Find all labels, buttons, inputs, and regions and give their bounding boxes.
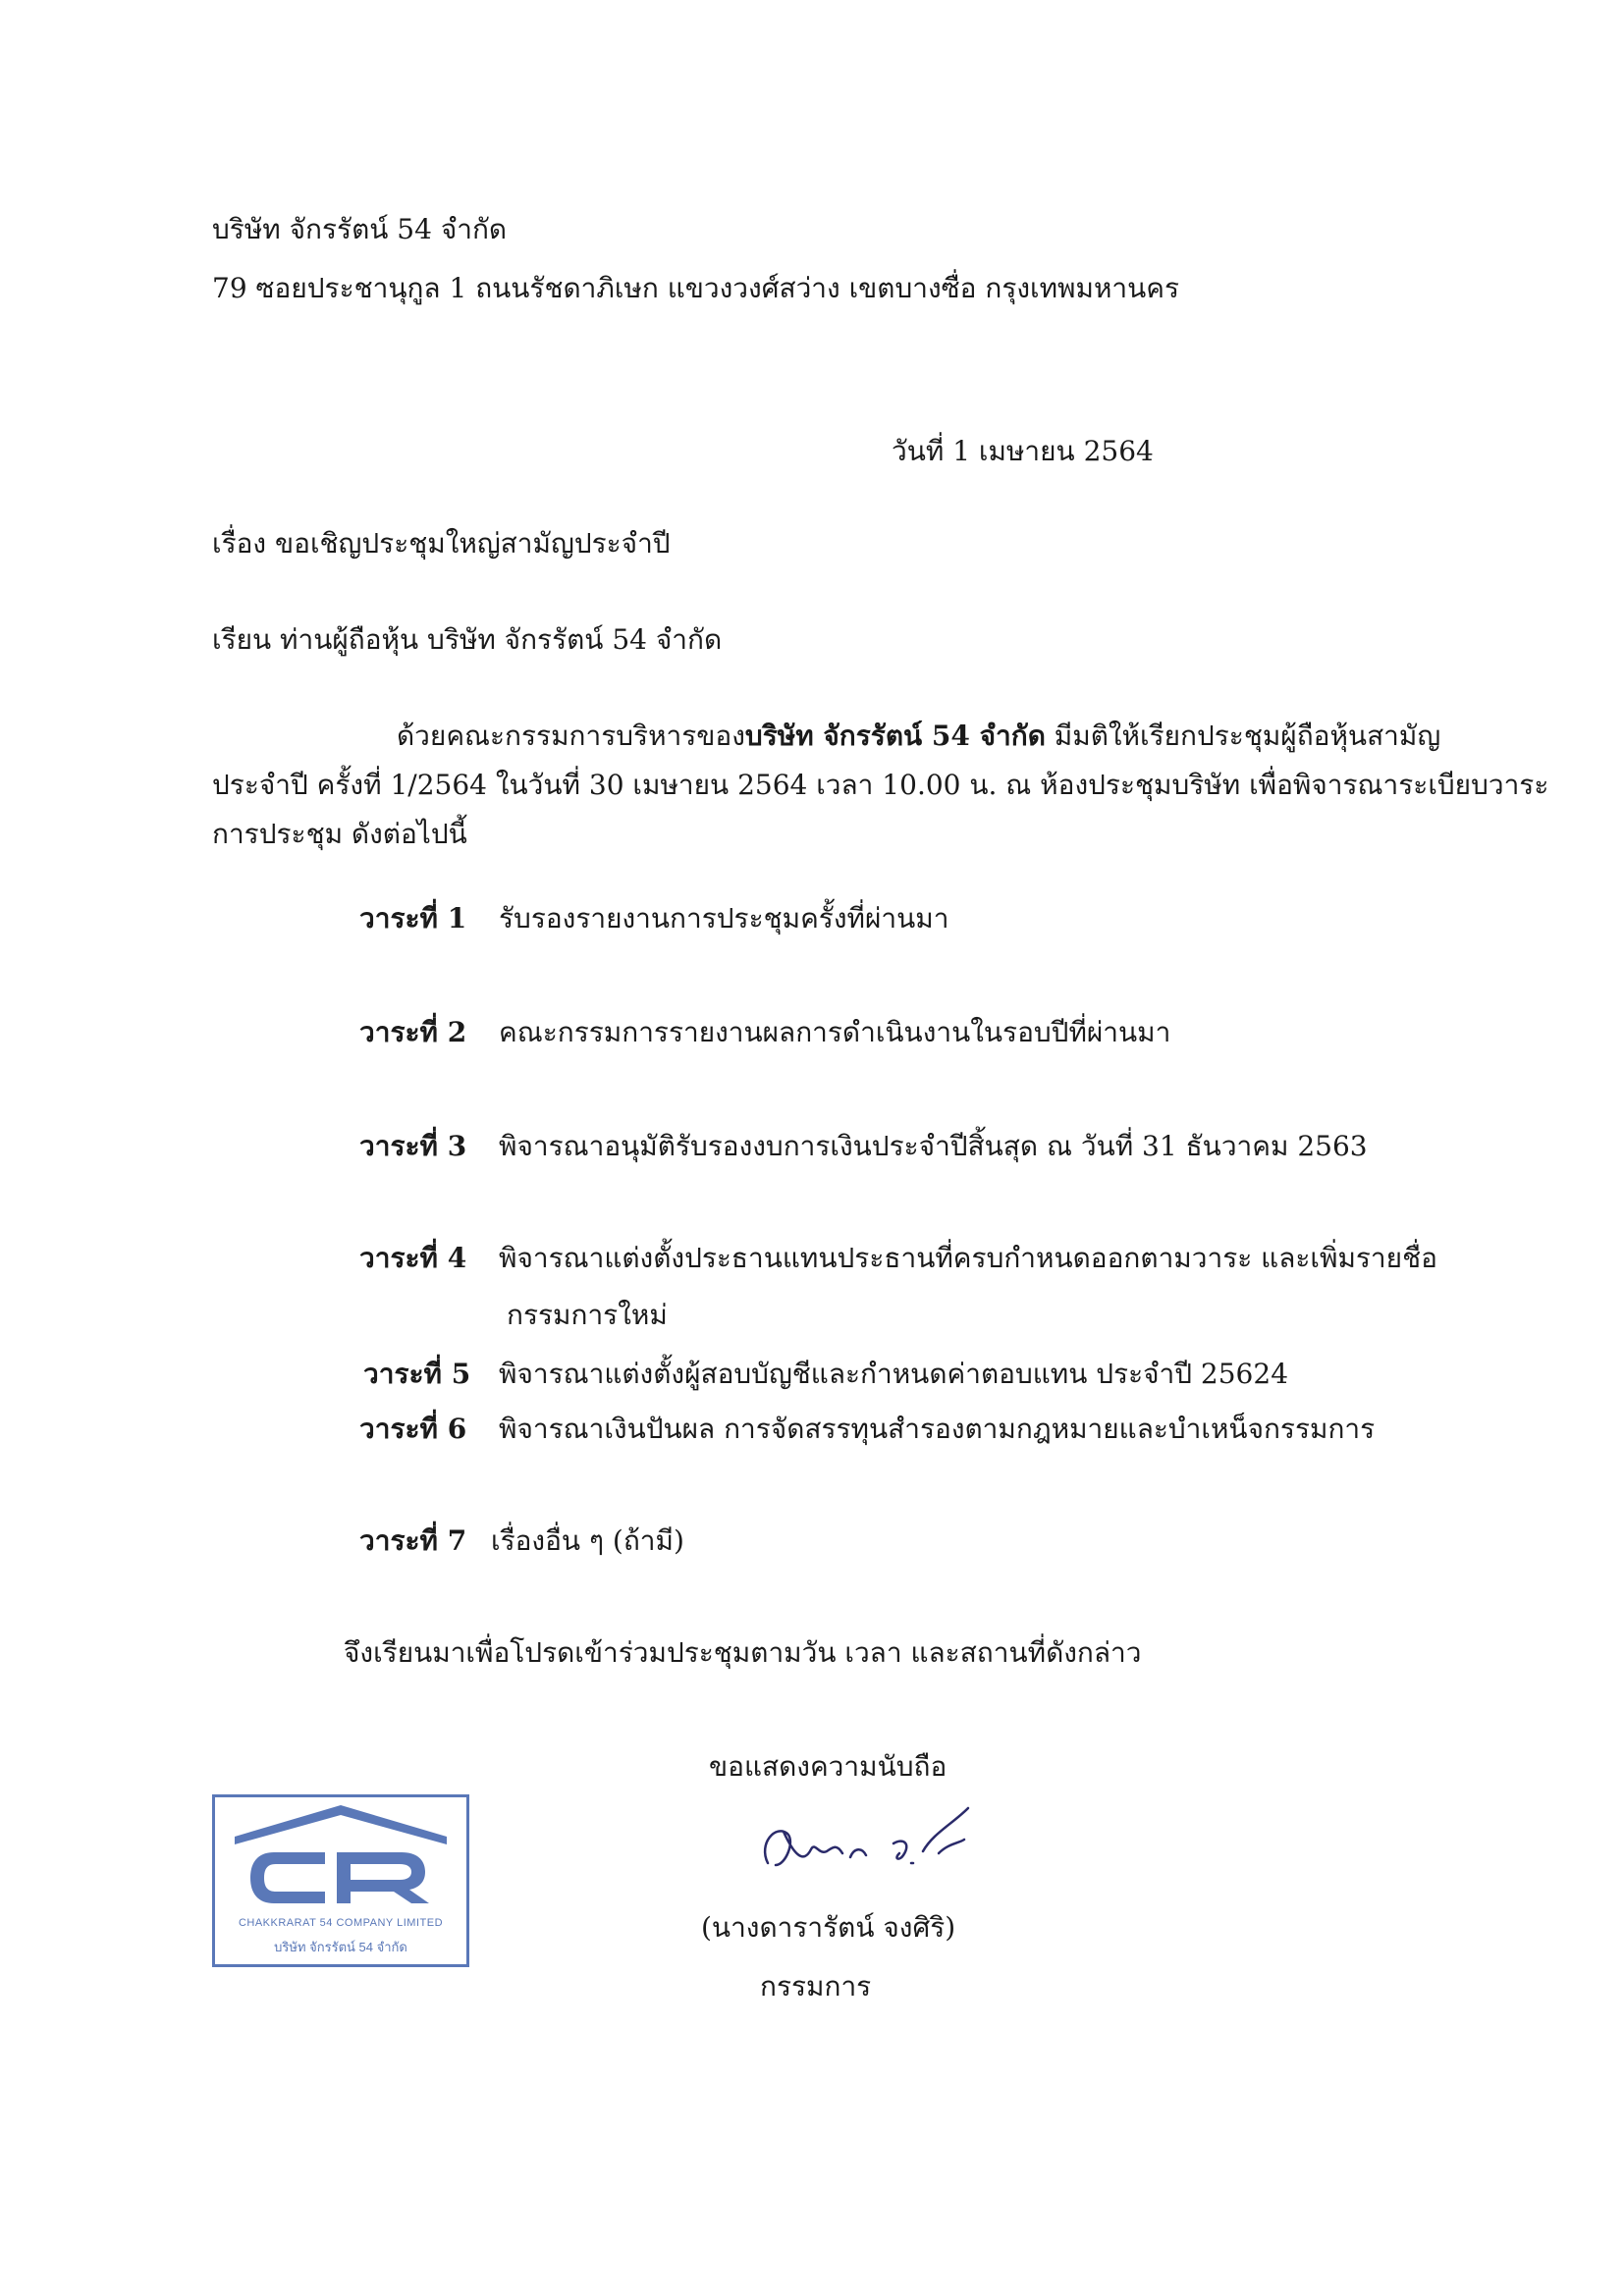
signer-title: กรรมการ [760, 1970, 872, 2002]
closing-sentence: จึงเรียนมาเพื่อโปรดเข้าร่วมประชุมตามวัน เวลา และสถานที่ดังกล่าว [344, 1636, 1142, 1669]
body-line-2: ประจำปี ครั้งที่ 1/2564 ในวันที่ 30 เมษายน 2564 เวลา 10.00 น. ณ ห้องประชุมบริษัท เพื่อพิจารณาระเบียบวาระ [212, 769, 1549, 801]
agenda-text: เรื่องอื่น ๆ (ถ้ามี) [491, 1524, 684, 1557]
agenda-text-continued: กรรมการใหม่ [507, 1299, 668, 1331]
signature-image [756, 1804, 992, 1893]
company-address: 79 ซอยประชานุกูล 1 ถนนรัชดาภิเษก แขวงวงศ์สว่าง เขตบางซื่อ กรุงเทพมหานคร [212, 272, 1180, 304]
letter-subject: เรื่อง ขอเชิญประชุมใหญ่สามัญประจำปี [212, 527, 671, 560]
agenda-text: คณะกรรมการรายงานผลการดำเนินงานในรอบปีที่ผ่านมา [499, 1016, 1171, 1048]
letter-date: วันที่ 1 เมษายน 2564 [892, 435, 1154, 467]
stamp-thai-name: บริษัท จักรรัตน์ 54 จำกัด [274, 1940, 407, 1954]
stamp-logo-icon [215, 1797, 466, 1915]
agenda-text: พิจารณาอนุมัติรับรองงบการเงินประจำปีสิ้นสุด ณ วันที่ 31 ธันวาคม 2563 [499, 1130, 1368, 1162]
body-company-name: บริษัท จักรรัตน์ 54 จำกัด [744, 720, 1046, 752]
stamp-english-name: CHAKKRARAT 54 COMPANY LIMITED [238, 1917, 444, 1929]
agenda-label: วาระที่ 5 [363, 1358, 471, 1390]
agenda-label: วาระที่ 4 [359, 1242, 467, 1274]
agenda-label: วาระที่ 3 [359, 1130, 467, 1162]
company-name: บริษัท จักรรัตน์ 54 จำกัด [212, 213, 508, 245]
agenda-text: พิจารณาเงินปันผล การจัดสรรทุนสำรองตามกฎหมายและบำเหน็จกรรมการ [499, 1413, 1376, 1445]
body-line-3: การประชุม ดังต่อไปนี้ [212, 818, 467, 850]
agenda-label: วาระที่ 7 [359, 1524, 467, 1557]
agenda-text: พิจารณาแต่งตั้งผู้สอบบัญชีและกำหนดค่าตอบแทน ประจำปี 25624 [499, 1358, 1289, 1390]
agenda-label: วาระที่ 1 [359, 902, 467, 934]
agenda-text: พิจารณาแต่งตั้งประธานแทนประธานที่ครบกำหนดออกตามวาระ และเพิ่มรายชื่อ [499, 1242, 1437, 1274]
letter-recipient: เรียน ท่านผู้ถือหุ้น บริษัท จักรรัตน์ 54 จำกัด [212, 623, 723, 656]
signer-name: (นางดารารัตน์ จงศิริ) [701, 1911, 956, 1944]
company-stamp [212, 1794, 469, 1967]
agenda-label: วาระที่ 2 [359, 1016, 467, 1048]
agenda-label: วาระที่ 6 [359, 1413, 467, 1445]
regards: ขอแสดงความนับถือ [709, 1750, 947, 1783]
body-line-1-prefix: ด้วยคณะกรรมการบริหารของ [397, 720, 745, 752]
body-line-1-suffix: มีมติให้เรียกประชุมผู้ถือหุ้นสามัญ [1045, 720, 1441, 752]
agenda-text: รับรองรายงานการประชุมครั้งที่ผ่านมา [499, 902, 949, 934]
body-line-1 [397, 722, 1440, 750]
